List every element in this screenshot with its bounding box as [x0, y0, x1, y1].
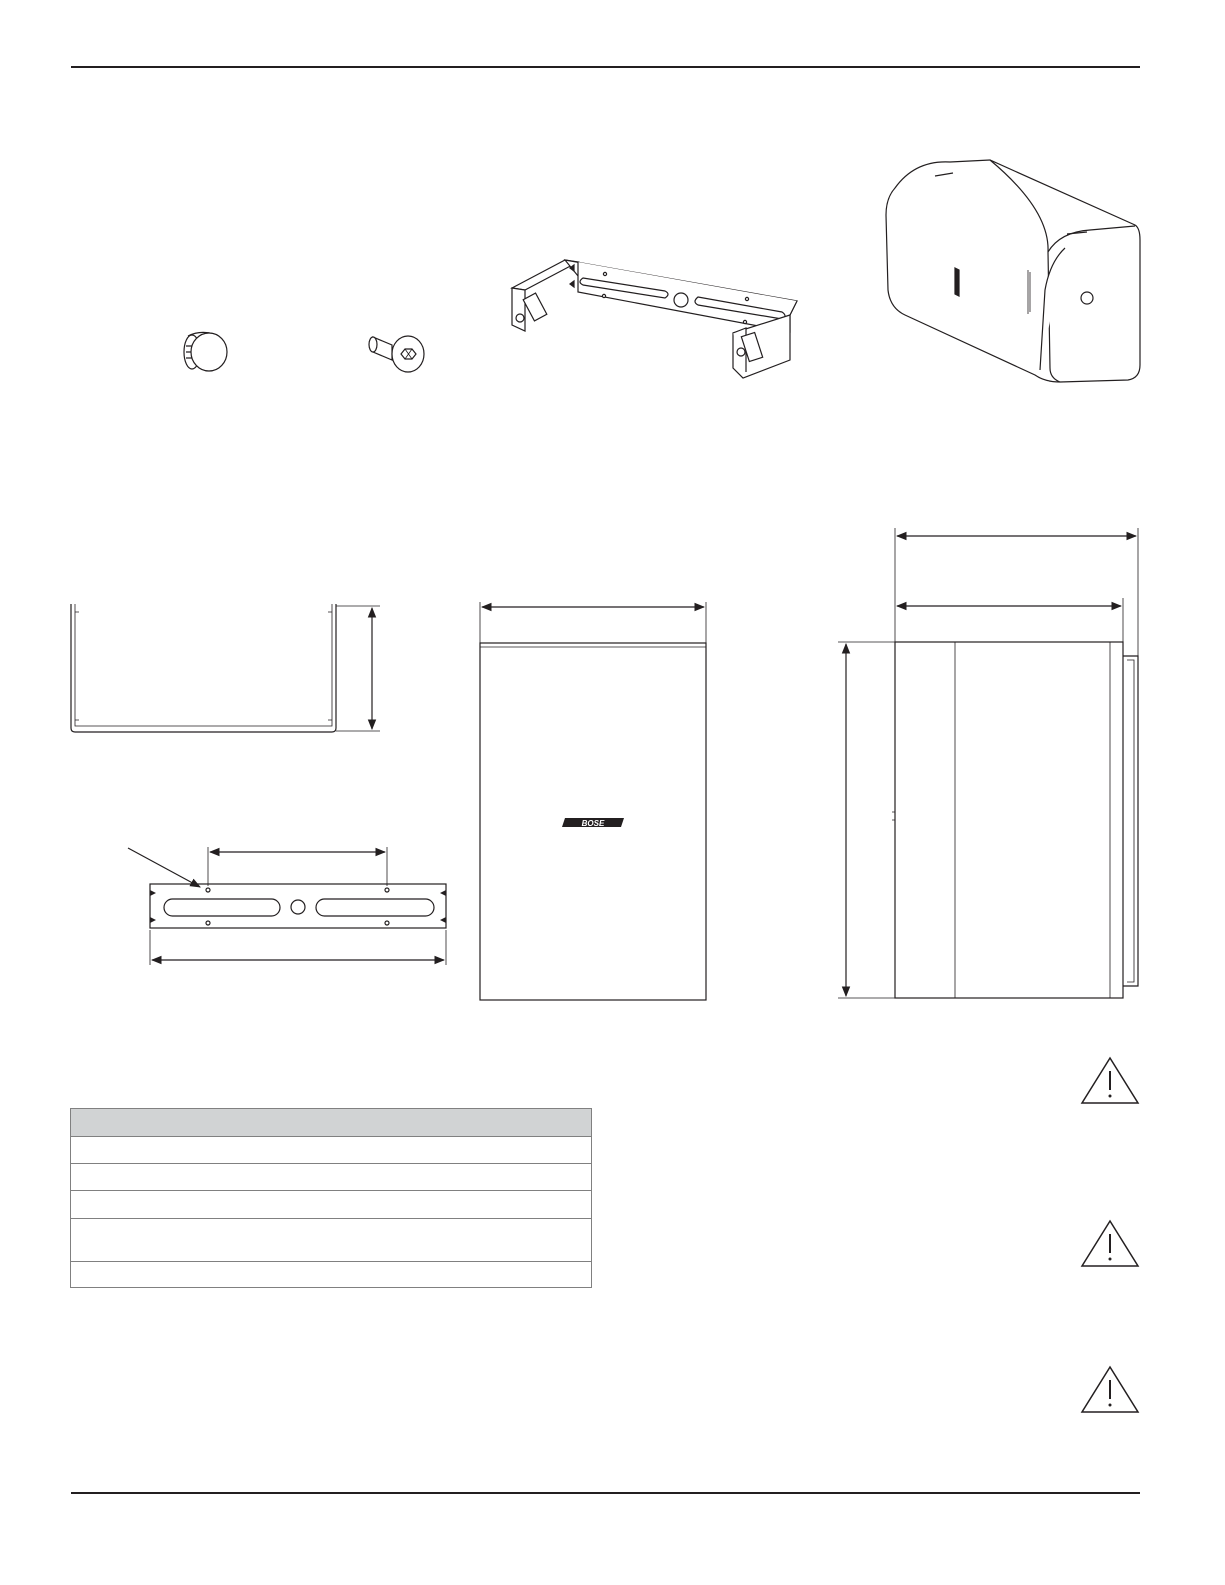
table-row [71, 1137, 592, 1164]
table-row [71, 1219, 592, 1262]
table-row [71, 1164, 592, 1191]
bracket-side-view [71, 604, 380, 732]
warning-triangle-icon [1082, 1367, 1138, 1412]
table-row [71, 1191, 592, 1219]
table-cell [71, 1137, 592, 1164]
loudspeaker-illustration [886, 160, 1140, 382]
bose-logo [562, 818, 624, 828]
hex-screw-illustration [369, 336, 424, 372]
table-cell [71, 1191, 592, 1219]
table-header-row [71, 1109, 592, 1137]
u-bracket-illustration [512, 260, 797, 378]
bracket-top-view [128, 847, 446, 965]
table-row [71, 1262, 592, 1288]
table-cell [71, 1262, 592, 1288]
plug-cap-illustration [184, 332, 227, 371]
speaker-front-view [480, 602, 706, 1000]
table-cell [71, 1219, 592, 1262]
warning-triangle-icon [1082, 1058, 1138, 1103]
specifications-table [70, 1108, 592, 1288]
table-cell [71, 1164, 592, 1191]
warning-triangle-icon [1082, 1221, 1138, 1266]
svg-text:BOSE: BOSE [581, 819, 605, 828]
speaker-side-view [838, 528, 1138, 998]
table-header-cell [71, 1109, 592, 1137]
